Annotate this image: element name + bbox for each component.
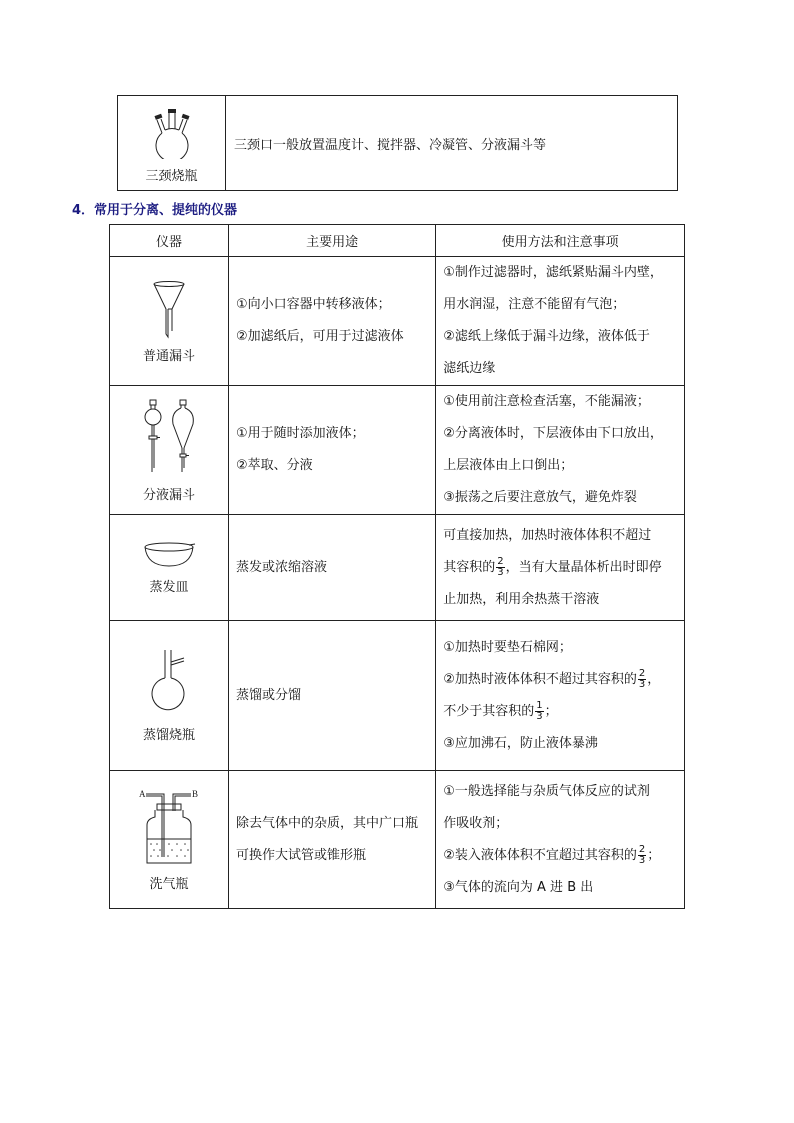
three-neck-flask-icon — [142, 107, 202, 159]
note-text: ②加热时液体体积不超过其容积的 — [443, 671, 637, 687]
fraction-numerator: 2 — [638, 843, 646, 855]
fraction — [535, 701, 543, 722]
instrument-cell — [118, 96, 226, 191]
note-line — [443, 840, 684, 872]
fraction-numerator: 2 — [638, 667, 646, 679]
table-row — [110, 257, 685, 386]
section-title: 4．常用于分离、提纯的仪器 — [72, 203, 238, 218]
note-text: ， — [647, 671, 661, 687]
three-neck-flask-table — [117, 95, 678, 191]
fraction-numerator: 2 — [497, 555, 504, 567]
note-line: ③应加沸石，防止液体暴沸 — [443, 735, 598, 751]
instrument-cell — [110, 621, 229, 771]
note-line: ①使用前注意检查活塞，不能漏液； — [443, 394, 650, 409]
fraction — [638, 669, 646, 690]
note-line: 滤纸边缘 — [443, 361, 496, 376]
usage-cell — [228, 515, 435, 621]
instrument-cell — [110, 515, 229, 621]
note-line: ③气体的流向为 A 进 B 出 — [443, 879, 594, 895]
header-row — [110, 225, 685, 257]
header-instrument: 仪器 — [110, 225, 229, 257]
notes-cell — [436, 386, 685, 515]
usage-cell — [228, 386, 435, 515]
fraction-numerator: 1 — [536, 699, 543, 711]
fraction-denominator: 3 — [638, 678, 646, 690]
notes-cell — [436, 257, 685, 386]
fraction-denominator: 3 — [638, 854, 646, 866]
usage-cell — [228, 621, 435, 771]
table-row — [110, 386, 685, 515]
note-line: ①制作过滤器时，滤纸紧贴漏斗内壁， — [443, 265, 663, 280]
notes-cell — [436, 515, 685, 621]
outlet-label: B — [191, 789, 198, 799]
usage-cell — [228, 771, 435, 909]
note-text: ，当有大量晶体析出时即停 — [505, 559, 662, 575]
note-line: 作吸收剂； — [443, 815, 509, 831]
note-line: 上层液体由上口倒出； — [443, 458, 574, 473]
instrument-name: 三颈烧瓶 — [145, 169, 198, 184]
usage-line: 可换作大试管或锥形瓶 — [235, 847, 366, 863]
usage-cell: 三颈口一般放置温度计、搅拌器、冷凝管、分液漏斗等 — [226, 96, 678, 191]
fraction — [638, 845, 646, 866]
fraction-denominator: 3 — [497, 566, 504, 578]
distillation-flask-icon — [144, 648, 194, 718]
instrument-cell — [110, 257, 229, 386]
instrument-cell — [110, 771, 229, 909]
instrument-name: 蒸馏烧瓶 — [142, 728, 195, 743]
evaporating-dish-icon — [141, 540, 197, 570]
instrument-name: 普通漏斗 — [142, 348, 195, 364]
table-row — [110, 771, 685, 909]
note-line — [443, 552, 684, 584]
note-text: ； — [647, 847, 661, 863]
note-line: ①一般选择能与杂质气体反应的试剂 — [443, 783, 650, 799]
header-notes: 使用方法和注意事项 — [436, 225, 685, 257]
usage-line: ①用于随时添加液体； — [235, 426, 365, 441]
table-row — [118, 96, 678, 191]
note-text: 其容积的 — [443, 559, 496, 575]
instrument-name: 分液漏斗 — [142, 487, 195, 503]
inlet-label: A — [138, 789, 146, 799]
note-line: 止加热，利用余热蒸干溶液 — [443, 591, 600, 607]
note-line — [443, 696, 684, 728]
notes-cell — [436, 771, 685, 909]
usage-line: 蒸发或浓缩溶液 — [235, 559, 327, 575]
usage-line: ②萃取、分液 — [235, 458, 313, 473]
note-text: ②装入液体体积不宜超过其容积的 — [443, 847, 637, 863]
note-line — [443, 664, 684, 696]
instrument-cell — [110, 386, 229, 515]
note-text: ； — [544, 703, 558, 719]
usage-line: ②加滤纸后，可用于过滤液体 — [235, 329, 404, 344]
note-line: ②分离液体时，下层液体由下口放出， — [443, 426, 663, 441]
usage-line: ①向小口容器中转移液体； — [235, 297, 391, 312]
note-line: ③振荡之后要注意放气，避免炸裂 — [443, 490, 637, 505]
note-line: ②滤纸上缘低于漏斗边缘，液体低于 — [443, 329, 650, 344]
table-row — [110, 621, 685, 771]
usage-cell — [228, 257, 435, 386]
note-line: 用水润湿，注意不能留有气泡； — [443, 297, 626, 312]
instrument-name: 蒸发皿 — [149, 580, 189, 595]
note-line: ①加热时要垫石棉网； — [443, 639, 572, 655]
funnel-icon — [149, 279, 189, 339]
fraction — [496, 557, 504, 578]
usage-line: 除去气体中的杂质，其中广口瓶 — [235, 815, 418, 831]
notes-cell — [436, 621, 685, 771]
note-line: 可直接加热，加热时液体体积不超过 — [443, 527, 652, 543]
header-use: 主要用途 — [228, 225, 435, 257]
fraction-denominator: 3 — [536, 710, 543, 722]
separation-instruments-table — [109, 224, 685, 909]
instrument-name: 洗气瓶 — [149, 877, 189, 892]
separatory-funnel-icon — [136, 398, 202, 478]
note-text: 不少于其容积的 — [443, 703, 535, 719]
table-row — [110, 515, 685, 621]
usage-line: 蒸馏或分馏 — [235, 687, 301, 703]
gas-washing-bottle-icon — [137, 787, 201, 867]
